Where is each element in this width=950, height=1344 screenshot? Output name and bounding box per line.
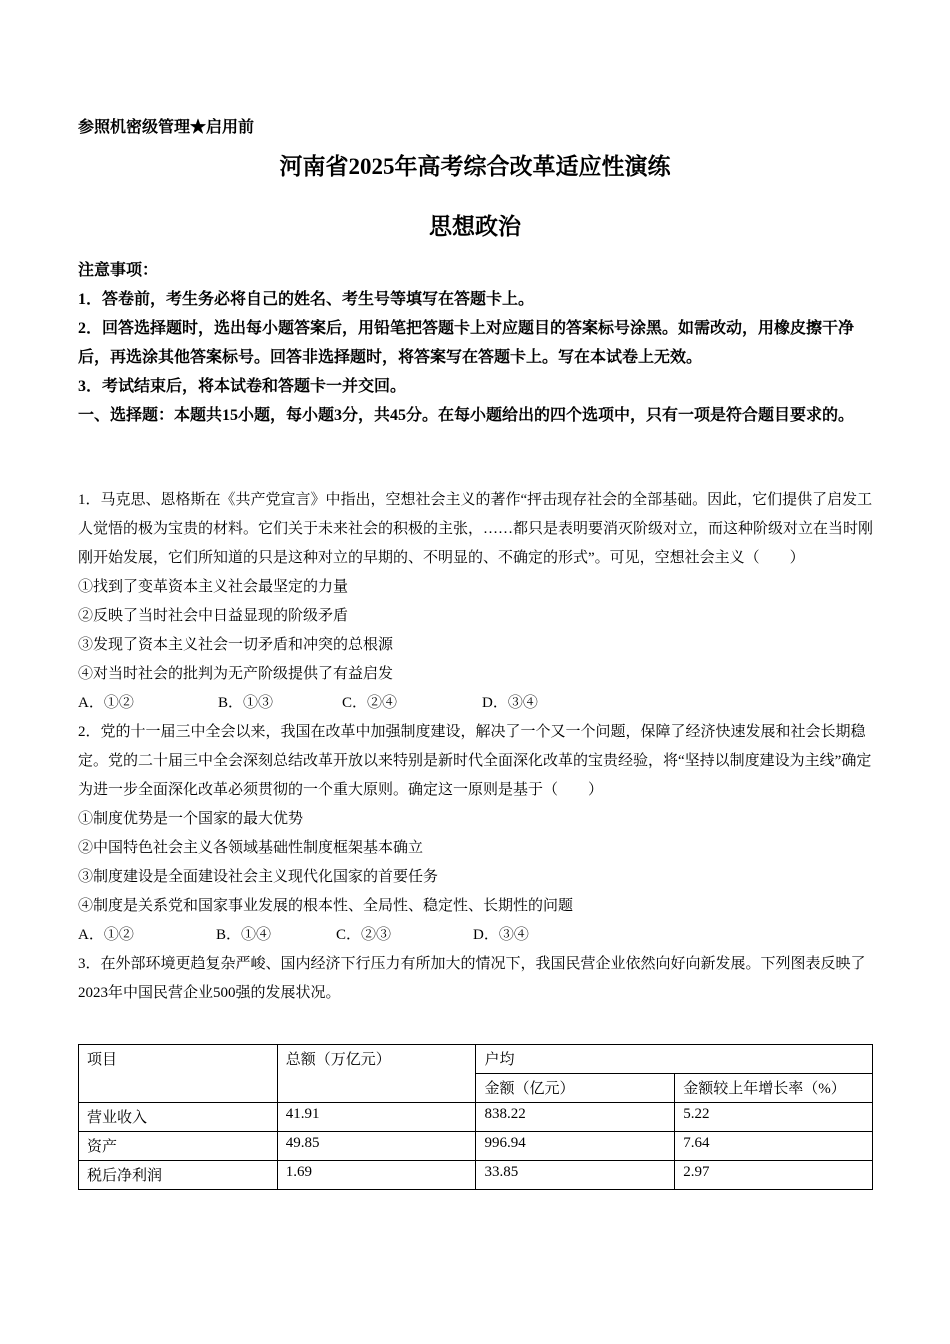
q1-stem: 1．马克思、恩格斯在《共产党宣言》中指出，空想社会主义的著作“抨击现存社会的全部基础。因此，它们提供了启发工人觉悟的极为宝贵的材料。它们关于未来社会的积极的主张，……都只是表明要消灭阶级对立，而这种阶级对立在当时刚刚开始发展，它们所知道的只是这种对立的早期的、不明显的、不确定的形式”。可见，空想社会主义（ ） — [78, 492, 874, 566]
q1-item: ③发现了资本主义社会一切矛盾和冲突的总根源 — [78, 637, 394, 653]
header-item: 项目 — [79, 1045, 278, 1103]
note-item: 1．答卷前，考生务必将自己的姓名、考生号等填写在答题卡上。 — [78, 291, 535, 308]
q2-option-a: A．①② — [78, 927, 134, 943]
header-total: 总额（万亿元） — [277, 1045, 476, 1103]
notes-section — [78, 256, 878, 430]
notes-heading: 注意事项： — [78, 262, 159, 279]
q1-option-a: A．①② — [78, 695, 134, 711]
note-item: 3．考试结束后，将本试卷和答题卡一并交回。 — [78, 378, 407, 395]
q1-option-d: D．③④ — [482, 695, 538, 711]
q1-options — [78, 689, 878, 718]
cell-growth: 2.97 — [675, 1161, 873, 1190]
q2-item: ③制度建设是全面建设社会主义现代化国家的首要任务 — [78, 869, 439, 885]
q2-option-c: C．②③ — [336, 927, 392, 943]
cell-growth: 5.22 — [675, 1103, 873, 1132]
cell-total: 1.69 — [277, 1161, 476, 1190]
q2-options — [78, 921, 878, 950]
q1-option-c: C．②④ — [342, 695, 398, 711]
header-amount: 金额（亿元） — [476, 1074, 675, 1103]
cell-growth: 7.64 — [675, 1132, 873, 1161]
cell-total: 49.85 — [277, 1132, 476, 1161]
q2-item: ②中国特色社会主义各领域基础性制度框架基本确立 — [78, 840, 424, 856]
q3-stem: 3．在外部环境更趋复杂严峻、国内经济下行压力有所加大的情况下，我国民营企业依然向好向新发展。下列图表反映了2023年中国民营企业500强的发展状况。 — [78, 956, 866, 1001]
cell-amount: 33.85 — [476, 1161, 675, 1190]
questions — [78, 486, 878, 1008]
cell-item: 税后净利润 — [79, 1161, 278, 1190]
exam-title: 河南省2025年高考综合改革适应性演练 — [279, 154, 671, 179]
cell-item: 营业收入 — [79, 1103, 278, 1132]
q1-item: ②反映了当时社会中日益显现的阶级矛盾 — [78, 608, 349, 624]
header-growth: 金额较上年增长率（%） — [675, 1074, 873, 1103]
q1-item: ④对当时社会的批判为无产阶级提供了有益启发 — [78, 666, 394, 682]
table-row — [79, 1132, 873, 1161]
q2-stem: 2．党的十一届三中全会以来，我国在改革中加强制度建设，解决了一个又一个问题，保障了经济快速发展和社会长期稳定。党的二十届三中全会深刻总结改革开放以来特别是新时代全面深化改革的宝贵经验，将“坚持以制度建设为主线”确定为进一步全面深化改革必须贯彻的一个重大原则。确定这一原则是基于（ ） — [78, 724, 872, 798]
cell-total: 41.91 — [277, 1103, 476, 1132]
table-row — [79, 1103, 873, 1132]
secret-label: 参照机密级管理★启用前 — [78, 119, 255, 136]
header-average: 户均 — [476, 1045, 873, 1074]
data-table — [78, 1044, 873, 1190]
note-item: 2．回答选择题时，选出每小题答案后，用铅笔把答题卡上对应题目的答案标号涂黑。如需改动，用橡皮擦干净后，再选涂其他答案标号。回答非选择题时，将答案写在答题卡上。写在本试卷上无效。 — [78, 320, 855, 366]
cell-amount: 996.94 — [476, 1132, 675, 1161]
q2-item: ④制度是关系党和国家事业发展的根本性、全局性、稳定性、长期性的问题 — [78, 898, 574, 914]
cell-item: 资产 — [79, 1132, 278, 1161]
q1-option-b: B．①③ — [218, 695, 274, 711]
table-row — [79, 1161, 873, 1190]
section-heading: 一、选择题：本题共15小题，每小题3分，共45分。在每小题给出的四个选项中，只有一项是符合题目要求的。 — [78, 407, 855, 424]
q1-item: ①找到了变革资本主义社会最坚定的力量 — [78, 579, 349, 595]
q2-item: ①制度优势是一个国家的最大优势 — [78, 811, 304, 827]
q2-option-b: B．①④ — [216, 927, 272, 943]
cell-amount: 838.22 — [476, 1103, 675, 1132]
subject-title: 思想政治 — [429, 214, 521, 239]
q2-option-d: D．③④ — [473, 927, 529, 943]
